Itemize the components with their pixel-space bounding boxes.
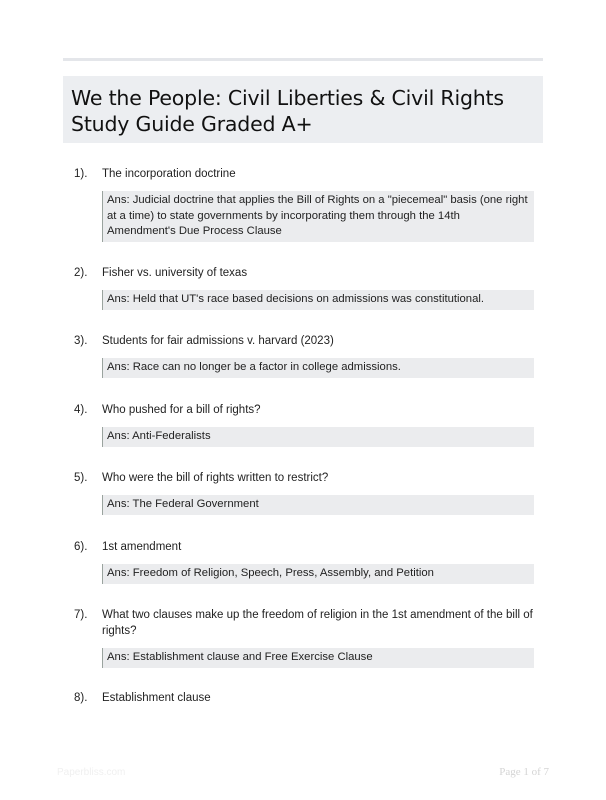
question-item-6 xyxy=(74,539,536,584)
question-item-7 xyxy=(74,607,536,668)
question-item-5 xyxy=(74,470,536,515)
question-number: 4). xyxy=(74,404,88,416)
question-text: Fisher vs. university of texas xyxy=(102,267,248,279)
question-number: 3). xyxy=(74,335,88,347)
question-text: Students for fair admissions v. harvard (2023) xyxy=(102,335,334,347)
question-item-4 xyxy=(74,402,536,447)
question-number: 1). xyxy=(74,168,88,180)
answer-box: Ans: The Federal Government xyxy=(102,495,534,515)
top-divider xyxy=(63,58,543,61)
footer-watermark: Paperbliss.com xyxy=(57,767,126,778)
question-number: 8). xyxy=(74,692,88,704)
answer-box: Ans: Judicial doctrine that applies the Bill of Rights on a "piecemeal" basis (one right at a time) to state governments by incorporating them through the 14th Amendment's Due Process Clause xyxy=(102,191,534,242)
question-text: Who pushed for a bill of rights? xyxy=(102,404,261,416)
question-text: Establishment clause xyxy=(102,692,211,704)
question-number: 2). xyxy=(74,267,88,279)
answer-box: Ans: Establishment clause and Free Exercise Clause xyxy=(102,648,534,668)
question-item-1 xyxy=(74,166,536,242)
page-indicator: Page 1 of 7 xyxy=(499,766,549,778)
question-number: 6). xyxy=(74,541,88,553)
answer-box: Ans: Held that UT's race based decisions on admissions was constitutional. xyxy=(102,290,534,310)
document-title: We the People: Civil Liberties & Civil Rights Study Guide Graded A+ xyxy=(71,86,504,136)
title-banner xyxy=(63,76,543,143)
answer-box: Ans: Race can no longer be a factor in college admissions. xyxy=(102,358,534,378)
question-item-2 xyxy=(74,265,536,310)
question-text: Who were the bill of rights written to restrict? xyxy=(102,472,329,484)
question-number: 5). xyxy=(74,472,88,484)
answer-box: Ans: Anti-Federalists xyxy=(102,427,534,447)
question-item-3 xyxy=(74,333,536,378)
question-text: What two clauses make up the freedom of religion in the 1st amendment of the bill of rights? xyxy=(102,609,533,637)
question-text: The incorporation doctrine xyxy=(102,168,236,180)
answer-box: Ans: Freedom of Religion, Speech, Press, Assembly, and Petition xyxy=(102,564,534,584)
question-text: 1st amendment xyxy=(102,541,182,553)
question-number: 7). xyxy=(74,609,88,621)
question-item-8 xyxy=(74,690,536,706)
